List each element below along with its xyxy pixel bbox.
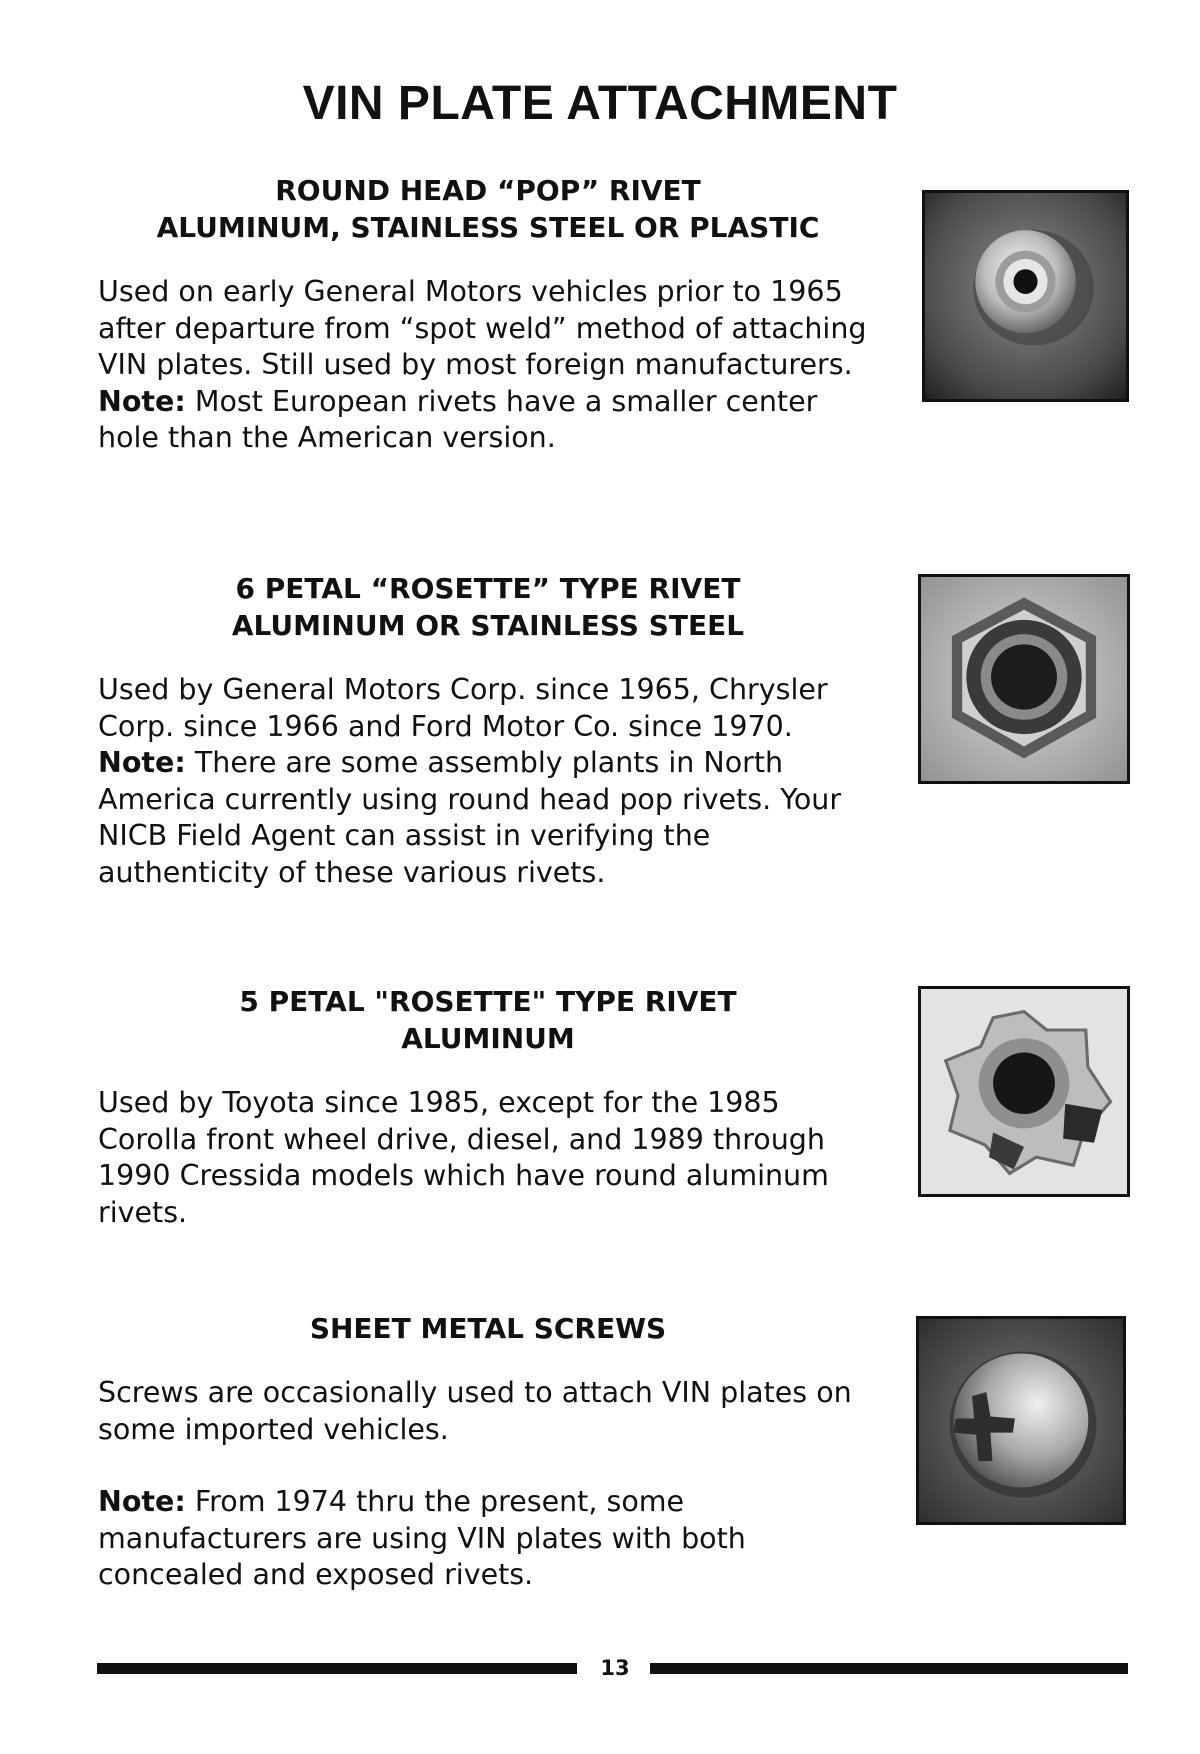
note-text: From 1974 thru the present, some manufacturers are using VIN plates with both concealed and exposed rivets. [98, 1485, 746, 1591]
heading-line-2: ALUMINUM, STAINLESS STEEL OR PLASTIC [156, 211, 820, 244]
heading-line-1: ROUND HEAD “POP” RIVET [275, 174, 701, 207]
body-text: Used on early General Motors vehicles prior to 1965 after departure from “spot weld” method of attaching VIN plates. Still used by most foreign manufacturers. [98, 275, 867, 381]
section-five-petal-rivet [98, 983, 878, 1231]
note-label: Note: [98, 1485, 186, 1518]
section-heading [98, 172, 878, 246]
sheet-metal-screw-photo [916, 1316, 1126, 1525]
footer-rule-left [97, 1663, 577, 1674]
heading-line-1: SHEET METAL SCREWS [309, 1312, 667, 1345]
six-petal-rosette-rivet-photo [918, 574, 1130, 784]
body-text: Used by Toyota since 1985, except for the 1985 Corolla front wheel drive, diesel, and 1989 through 1990 Cressida models which have round aluminum rivets. [98, 1086, 829, 1229]
note-text: There are some assembly plants in North America currently using round head pop rivets. Your NICB Field Agent can assist in verifying the authenticity of these various rivets. [98, 746, 842, 889]
section-note [98, 1484, 878, 1594]
section-six-petal-rivet [98, 570, 878, 891]
section-heading [98, 983, 878, 1057]
five-petal-rosette-rivet-photo [918, 986, 1130, 1197]
section-body [98, 672, 878, 891]
body-text: Used by General Motors Corp. since 1965, Chrysler Corp. since 1966 and Ford Motor Co. since 1970. [98, 673, 828, 743]
section-body [98, 274, 878, 457]
heading-line-2: ALUMINUM [401, 1022, 575, 1055]
section-body [98, 1375, 878, 1448]
section-sheet-metal-screws [98, 1310, 878, 1594]
note-text: Most European rivets have a smaller center hole than the American version. [98, 384, 818, 454]
body-text: Screws are occasionally used to attach VIN plates on some imported vehicles. [98, 1376, 852, 1446]
section-round-pop-rivet [98, 172, 878, 457]
section-heading [98, 1310, 878, 1347]
note-label: Note: [98, 746, 186, 779]
page-number: 13 [600, 1656, 630, 1680]
section-heading [98, 570, 878, 644]
note-label: Note: [98, 384, 186, 418]
round-pop-rivet-photo [922, 190, 1129, 402]
heading-line-1: 6 PETAL “ROSETTE” TYPE RIVET [235, 572, 741, 605]
footer-rule-right [650, 1663, 1128, 1674]
section-body [98, 1085, 878, 1231]
heading-line-2: ALUMINUM OR STAINLESS STEEL [231, 609, 745, 642]
page-title: VIN PLATE ATTACHMENT [302, 77, 898, 130]
heading-line-1: 5 PETAL "ROSETTE" TYPE RIVET [239, 985, 737, 1018]
